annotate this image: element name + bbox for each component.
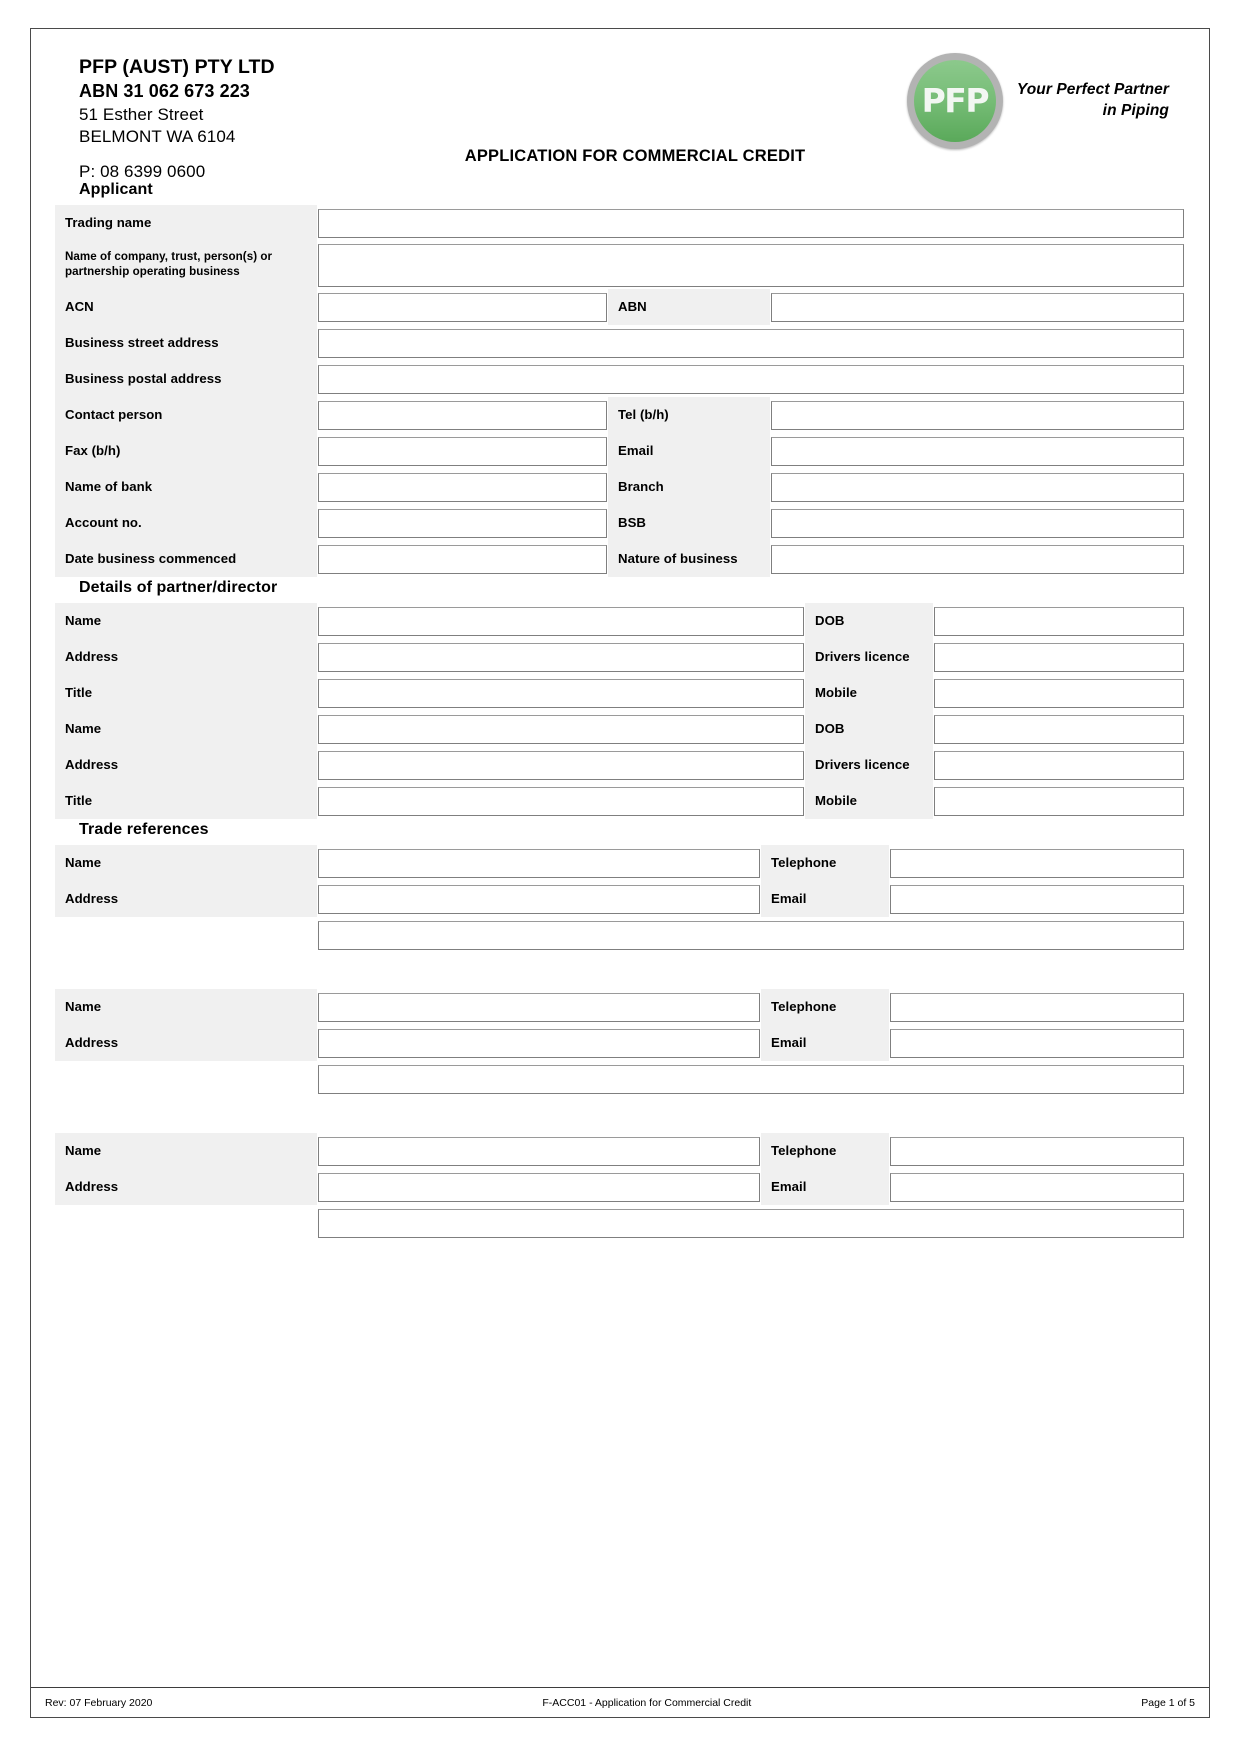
contact-person-input[interactable] <box>318 401 607 430</box>
partner1-address-input[interactable] <box>318 643 804 672</box>
trade-references-table <box>55 845 1185 1241</box>
table-row <box>55 917 1185 953</box>
field-label: Contact person <box>55 397 317 433</box>
field-label: Name <box>55 711 317 747</box>
field-cell <box>770 289 1185 325</box>
partner1-title-input[interactable] <box>318 679 804 708</box>
field-cell <box>317 747 805 783</box>
field-label: Business street address <box>55 325 317 361</box>
company-logo <box>907 53 1169 149</box>
section-heading-partner-director: Details of partner/director <box>79 579 278 596</box>
date-business-commenced-input[interactable] <box>318 545 607 574</box>
field-cell <box>770 397 1185 433</box>
field-cell <box>933 783 1185 819</box>
ref3-name-input[interactable] <box>318 1137 760 1166</box>
branch-input[interactable] <box>771 473 1184 502</box>
spacer-row <box>55 1097 1185 1133</box>
partner2-dob-input[interactable] <box>934 715 1184 744</box>
field-cell <box>317 603 805 639</box>
table-row <box>55 361 1185 397</box>
table-row <box>55 881 1185 917</box>
field-label: Name <box>55 603 317 639</box>
ref1-name-input[interactable] <box>318 849 760 878</box>
table-row <box>55 783 1185 819</box>
field-cell <box>933 639 1185 675</box>
table-row <box>55 505 1185 541</box>
field-cell <box>317 505 608 541</box>
field-label: Email <box>761 1025 889 1061</box>
field-cell <box>933 711 1185 747</box>
table-row <box>55 989 1185 1025</box>
ref3-address-input[interactable] <box>318 1173 760 1202</box>
logo-tagline <box>1017 80 1169 122</box>
field-cell <box>317 711 805 747</box>
table-row <box>55 747 1185 783</box>
field-label: Fax (b/h) <box>55 433 317 469</box>
field-label: Drivers licence <box>805 747 933 783</box>
field-label <box>55 1061 317 1097</box>
acn-input[interactable] <box>318 293 607 322</box>
partner-director-table <box>55 603 1185 819</box>
field-label: Trading name <box>55 205 317 241</box>
field-label: Email <box>761 881 889 917</box>
table-row <box>55 397 1185 433</box>
field-cell <box>317 433 608 469</box>
field-cell <box>770 505 1185 541</box>
field-cell <box>889 881 1185 917</box>
field-label: Name <box>55 845 317 881</box>
company-name: PFP (AUST) PTY LTD <box>79 56 275 78</box>
field-cell <box>317 675 805 711</box>
field-label: Telephone <box>761 845 889 881</box>
footer-revision: Rev: 07 February 2020 <box>45 1696 153 1709</box>
field-label <box>55 917 317 953</box>
partner2-address-input[interactable] <box>318 751 804 780</box>
abn-input[interactable] <box>771 293 1184 322</box>
partner1-name-input[interactable] <box>318 607 804 636</box>
company-phone: P: 08 6399 0600 <box>79 161 206 181</box>
field-cell <box>889 989 1185 1025</box>
field-label: Name of bank <box>55 469 317 505</box>
field-cell <box>317 361 1185 397</box>
field-cell <box>317 241 1185 289</box>
field-label: Title <box>55 675 317 711</box>
field-label: Telephone <box>761 989 889 1025</box>
field-cell <box>933 603 1185 639</box>
field-cell <box>933 747 1185 783</box>
partner1-mobile-input[interactable] <box>934 679 1184 708</box>
field-cell <box>317 1133 761 1169</box>
entity-name-input[interactable] <box>318 244 1184 287</box>
field-label: Address <box>55 1025 317 1061</box>
field-label: Address <box>55 881 317 917</box>
table-row <box>55 289 1185 325</box>
company-address-line2: BELMONT WA 6104 <box>79 126 236 146</box>
field-cell <box>889 1169 1185 1205</box>
ref3-telephone-input[interactable] <box>890 1137 1184 1166</box>
table-row <box>55 845 1185 881</box>
spacer-row <box>55 953 1185 989</box>
field-cell <box>770 433 1185 469</box>
field-label: DOB <box>805 603 933 639</box>
ref2-address-continued-input[interactable] <box>318 1065 1184 1094</box>
table-row <box>55 1061 1185 1097</box>
ref2-address-input[interactable] <box>318 1029 760 1058</box>
table-row <box>55 241 1185 289</box>
field-cell <box>317 881 761 917</box>
field-label: Name <box>55 1133 317 1169</box>
field-label: Account no. <box>55 505 317 541</box>
field-label: Email <box>761 1169 889 1205</box>
field-cell <box>317 917 1185 953</box>
email-input[interactable] <box>771 437 1184 466</box>
table-row <box>55 639 1185 675</box>
partner2-drivers-licence-input[interactable] <box>934 751 1184 780</box>
business-street-address-input[interactable] <box>318 329 1184 358</box>
table-row <box>55 603 1185 639</box>
ref1-address-input[interactable] <box>318 885 760 914</box>
tagline-line-2: in Piping <box>1102 102 1169 119</box>
ref1-address-continued-input[interactable] <box>318 921 1184 950</box>
field-cell <box>317 1025 761 1061</box>
field-label: ABN <box>608 289 770 325</box>
company-details <box>79 55 275 183</box>
page-title: APPLICATION FOR COMMERCIAL CREDIT <box>464 147 806 165</box>
field-label: Nature of business <box>608 541 770 577</box>
page-content <box>31 29 1209 1717</box>
ref3-email-input[interactable] <box>890 1173 1184 1202</box>
table-row <box>55 675 1185 711</box>
page-footer <box>31 1687 1209 1717</box>
field-cell <box>317 639 805 675</box>
table-row <box>55 433 1185 469</box>
field-label: Name of company, trust, person(s) or partnership operating business <box>55 241 317 289</box>
table-row <box>55 1025 1185 1061</box>
table-row <box>55 541 1185 577</box>
partner2-name-input[interactable] <box>318 715 804 744</box>
field-cell <box>317 205 1185 241</box>
field-label: Name <box>55 989 317 1025</box>
field-cell <box>317 397 608 433</box>
document-header <box>55 51 1185 181</box>
ref2-name-input[interactable] <box>318 993 760 1022</box>
table-row <box>55 711 1185 747</box>
field-label: Drivers licence <box>805 639 933 675</box>
field-label: Mobile <box>805 675 933 711</box>
field-cell <box>317 1205 1185 1241</box>
field-cell <box>889 1025 1185 1061</box>
section-heading-applicant: Applicant <box>79 181 153 198</box>
field-label: Telephone <box>761 1133 889 1169</box>
field-cell <box>317 469 608 505</box>
trading-name-input[interactable] <box>318 209 1184 238</box>
field-label: Date business commenced <box>55 541 317 577</box>
field-cell <box>317 989 761 1025</box>
field-cell <box>889 1133 1185 1169</box>
bsb-input[interactable] <box>771 509 1184 538</box>
ref3-address-continued-input[interactable] <box>318 1209 1184 1238</box>
field-cell <box>317 1169 761 1205</box>
field-cell <box>770 469 1185 505</box>
ref1-telephone-input[interactable] <box>890 849 1184 878</box>
field-cell <box>317 845 761 881</box>
partner1-drivers-licence-input[interactable] <box>934 643 1184 672</box>
field-label: DOB <box>805 711 933 747</box>
table-row <box>55 205 1185 241</box>
logo-monogram: PFP <box>921 81 989 120</box>
bank-name-input[interactable] <box>318 473 607 502</box>
ref2-telephone-input[interactable] <box>890 993 1184 1022</box>
field-label: Business postal address <box>55 361 317 397</box>
field-cell <box>317 783 805 819</box>
field-label: ACN <box>55 289 317 325</box>
table-row <box>55 325 1185 361</box>
account-no-input[interactable] <box>318 509 607 538</box>
field-cell <box>317 541 608 577</box>
ref1-email-input[interactable] <box>890 885 1184 914</box>
table-row <box>55 1205 1185 1241</box>
telephone-bh-input[interactable] <box>771 401 1184 430</box>
field-cell <box>317 1061 1185 1097</box>
table-row <box>55 1133 1185 1169</box>
table-row <box>55 469 1185 505</box>
fax-bh-input[interactable] <box>318 437 607 466</box>
nature-of-business-input[interactable] <box>771 545 1184 574</box>
applicant-table <box>55 205 1185 577</box>
document-page <box>30 28 1210 1718</box>
logo-green-disc <box>914 60 996 142</box>
footer-page-number: Page 1 of 5 <box>1141 1696 1195 1709</box>
field-label: Address <box>55 639 317 675</box>
footer-document-id: F-ACC01 - Application for Commercial Credit <box>542 1696 752 1709</box>
field-label: BSB <box>608 505 770 541</box>
partner2-mobile-input[interactable] <box>934 787 1184 816</box>
field-cell <box>889 845 1185 881</box>
field-label: Email <box>608 433 770 469</box>
field-label: Address <box>55 1169 317 1205</box>
field-cell <box>317 289 608 325</box>
company-abn: ABN 31 062 673 223 <box>79 81 250 102</box>
field-label: Tel (b/h) <box>608 397 770 433</box>
field-label: Title <box>55 783 317 819</box>
field-cell <box>933 675 1185 711</box>
company-address-line1: 51 Esther Street <box>79 104 204 124</box>
business-postal-address-input[interactable] <box>318 365 1184 394</box>
table-row <box>55 1169 1185 1205</box>
tagline-line-1: Your Perfect Partner <box>1016 81 1169 99</box>
section-heading-trade-references: Trade references <box>79 821 209 838</box>
partner1-dob-input[interactable] <box>934 607 1184 636</box>
field-label <box>55 1205 317 1241</box>
field-cell <box>770 541 1185 577</box>
field-label: Mobile <box>805 783 933 819</box>
partner2-title-input[interactable] <box>318 787 804 816</box>
field-cell <box>317 325 1185 361</box>
field-label: Address <box>55 747 317 783</box>
pfp-logo-icon <box>907 53 1003 149</box>
ref2-email-input[interactable] <box>890 1029 1184 1058</box>
field-label: Branch <box>608 469 770 505</box>
